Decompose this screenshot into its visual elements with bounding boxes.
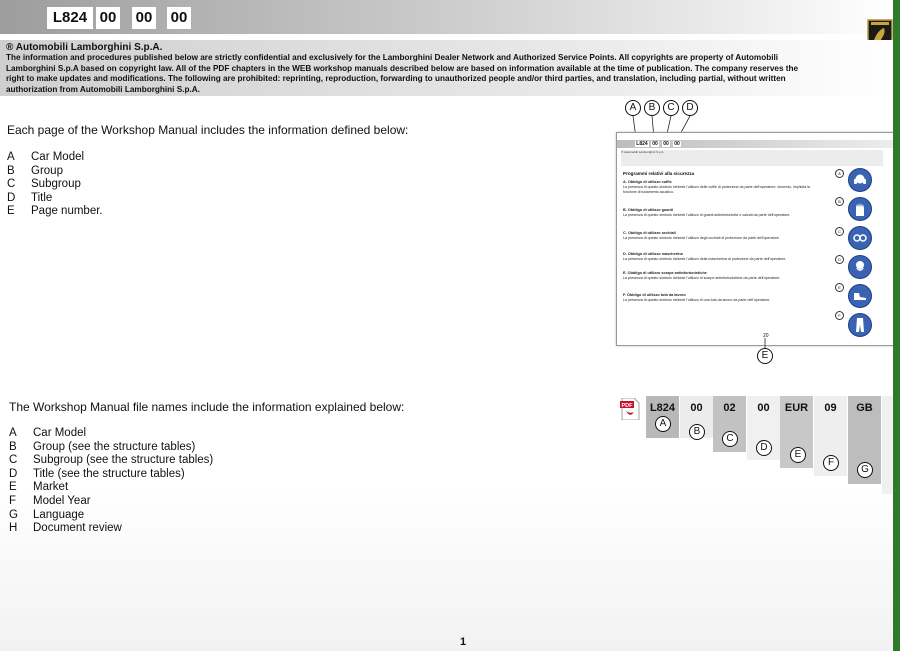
thumb-item	[623, 293, 823, 303]
filename-value: 02	[713, 396, 746, 452]
code-car-model: L824	[47, 7, 93, 29]
list-item	[9, 454, 213, 468]
thumb-item-title: E. Obbligo di utilizzo scarpe antinfortunistiche	[623, 271, 707, 275]
thumb-item-text: La presenza di questo simbolo richiede l'utilizzo di scarpe antinfortunistiche da parte dell'operatore.	[623, 276, 781, 280]
callout-c: C	[663, 100, 679, 116]
code-subgroup: 00	[132, 7, 156, 29]
thumb-item-text: La presenza di questo simbolo richiede l'utilizzo degli occhiali di protezione da parte dell'operatore.	[623, 236, 780, 240]
thumb-code: 00	[663, 141, 669, 147]
notice-title: ® Automobili Lamborghini S.p.A.	[6, 42, 163, 53]
filename-letter: E	[790, 447, 806, 463]
filename-letter: A	[655, 416, 671, 432]
filename-value: GB	[848, 396, 881, 484]
list-text: Group	[31, 164, 63, 177]
overalls-icon	[848, 313, 872, 337]
list-item	[9, 481, 213, 495]
list-item	[9, 468, 213, 482]
safety-shoes-icon	[848, 284, 872, 308]
thumb-ref: D	[835, 255, 844, 264]
thumb-code: 00	[652, 141, 658, 147]
list-key: H	[9, 522, 18, 535]
list-item	[7, 178, 103, 192]
page-number: 1	[460, 636, 467, 648]
section1-list	[7, 151, 103, 219]
list-key: D	[9, 467, 18, 480]
filename-value: L824	[646, 396, 679, 438]
thumb-ref: E	[835, 283, 844, 292]
thumb-ref: C	[835, 227, 844, 236]
list-item	[9, 427, 213, 441]
thumb-item-title: A. Obbligo di utilizzo cuffie	[623, 180, 672, 184]
list-text: Car Model	[31, 151, 85, 163]
thumb-code: 00	[674, 141, 680, 147]
code-group: 00	[96, 7, 120, 29]
thumb-section-title: Programmi relativi alla sicurezza	[623, 171, 695, 176]
thumb-ref: F	[835, 311, 844, 320]
code-title: 00	[167, 7, 191, 29]
thumb-item-text: La presenza di questo simbolo richiede l'utilizzo di guanti antinfortunistici e calzati da parte dell'operatore.	[623, 213, 791, 217]
callout-d: D	[682, 100, 698, 116]
filename-value: 09	[814, 396, 847, 476]
pdf-icon	[620, 398, 640, 420]
list-text: Car Model	[33, 427, 87, 439]
thumb-item	[623, 252, 823, 262]
ear-protection-icon	[848, 168, 872, 192]
list-text: Group (see the structure tables)	[33, 440, 196, 453]
list-text: Subgroup (see the structure tables)	[33, 454, 214, 467]
header-bar	[0, 0, 893, 34]
thumb-ref: B	[835, 197, 844, 206]
thumb-item-text: La presenza di questo simbolo richiede l'utilizzo di una tuta da lavoro da parte dell'operatore.	[623, 298, 771, 302]
thumb-item-title: B. Obbligo di utilizzo guanti	[623, 208, 673, 212]
pdf-icon-label: PDF	[621, 403, 633, 409]
list-item	[7, 165, 103, 179]
copyright-notice	[0, 40, 893, 96]
goggles-icon	[848, 226, 872, 250]
thumb-ref: A	[835, 169, 844, 178]
list-item	[9, 522, 213, 536]
section1-intro: Each page of the Workshop Manual includes the information defined below:	[7, 123, 409, 137]
list-text: Title (see the structure tables)	[33, 467, 185, 480]
filename-letter: G	[857, 462, 873, 478]
filename-letter: C	[722, 431, 738, 447]
thumb-item	[623, 180, 823, 195]
list-item	[9, 509, 213, 523]
thumb-item	[623, 271, 823, 281]
filename-letter: D	[756, 440, 772, 456]
list-key: E	[7, 205, 15, 218]
list-key: F	[9, 494, 17, 507]
callout-a: A	[625, 100, 641, 116]
thumb-item	[623, 231, 823, 241]
thumb-code: L824	[636, 141, 648, 147]
callout-b: B	[644, 100, 660, 116]
list-text: Title	[31, 191, 53, 204]
list-text: Document review	[33, 522, 122, 535]
list-text: Market	[33, 481, 69, 494]
filename-part-h	[882, 396, 893, 494]
list-key: C	[9, 454, 18, 467]
filename-value: 00	[680, 396, 713, 438]
thumb-page-number: 20	[763, 333, 769, 339]
list-key: G	[9, 508, 18, 521]
thumb-item-title: C. Obbligo di utilizzo occhiali	[623, 231, 676, 235]
gloves-icon	[848, 197, 872, 221]
list-text: Model Year	[33, 494, 91, 507]
list-key: B	[7, 164, 15, 177]
filename-letter: F	[823, 455, 839, 471]
list-item	[7, 205, 103, 219]
list-key: D	[7, 191, 16, 204]
filename-letter: B	[689, 424, 705, 440]
list-key: B	[9, 440, 17, 453]
list-key: A	[9, 427, 17, 439]
list-item	[9, 441, 213, 455]
list-key: E	[9, 481, 17, 494]
thumb-notice: ® Automobili Lamborghini S.p.A.	[621, 150, 883, 166]
list-item	[9, 495, 213, 509]
section2-intro: The Workshop Manual file names include the information explained below:	[9, 400, 405, 414]
section2-list	[9, 427, 213, 536]
list-text: Subgroup	[31, 178, 81, 191]
list-key: A	[7, 151, 15, 163]
filename-value: 00	[747, 396, 780, 460]
thumb-item-title: F. Obbligo di utilizzo tuta da lavoro	[623, 293, 686, 297]
list-key: C	[7, 178, 16, 191]
list-item	[7, 151, 103, 165]
thumb-item	[623, 208, 823, 218]
list-text: Language	[33, 508, 85, 521]
filename-value: EUR	[780, 396, 813, 468]
list-text: Page number.	[31, 205, 103, 218]
notice-body: The information and procedures published below are strictly confidential and exclusively for the Lamborghini Dealer Network and Authorized Service Points. All copyrights are property of Automobili Lamborghini S.p.A based on copyright law. All of the PDF chapters in the WEB workshop manuals described below are based on information available at the time of publication. The company reserves the right to make updates and modifications. The following are prohibited: reprinting, reproduction, forwarding to unauthorized people and/or third parties, and translation, including partial, without written authorization from Automobili Lamborghini S.p.A.	[6, 53, 799, 94]
page-thumbnail	[616, 132, 893, 346]
thumb-item-title: D. Obbligo di utilizzo mascherina	[623, 252, 683, 256]
callout-e: E	[757, 348, 773, 364]
list-item	[7, 192, 103, 206]
mask-icon	[848, 255, 872, 279]
thumb-item-text: La presenza di questo simbolo richiede l'utilizzo della mascherina di protezione da parte dell'operatore.	[623, 257, 787, 261]
thumb-item-text: La presenza di questo simbolo richiede l'utilizzo delle cuffie di protezione da parte dell'operatore, dovendo, implicita la funzione di isolamento acustico.	[623, 185, 810, 194]
